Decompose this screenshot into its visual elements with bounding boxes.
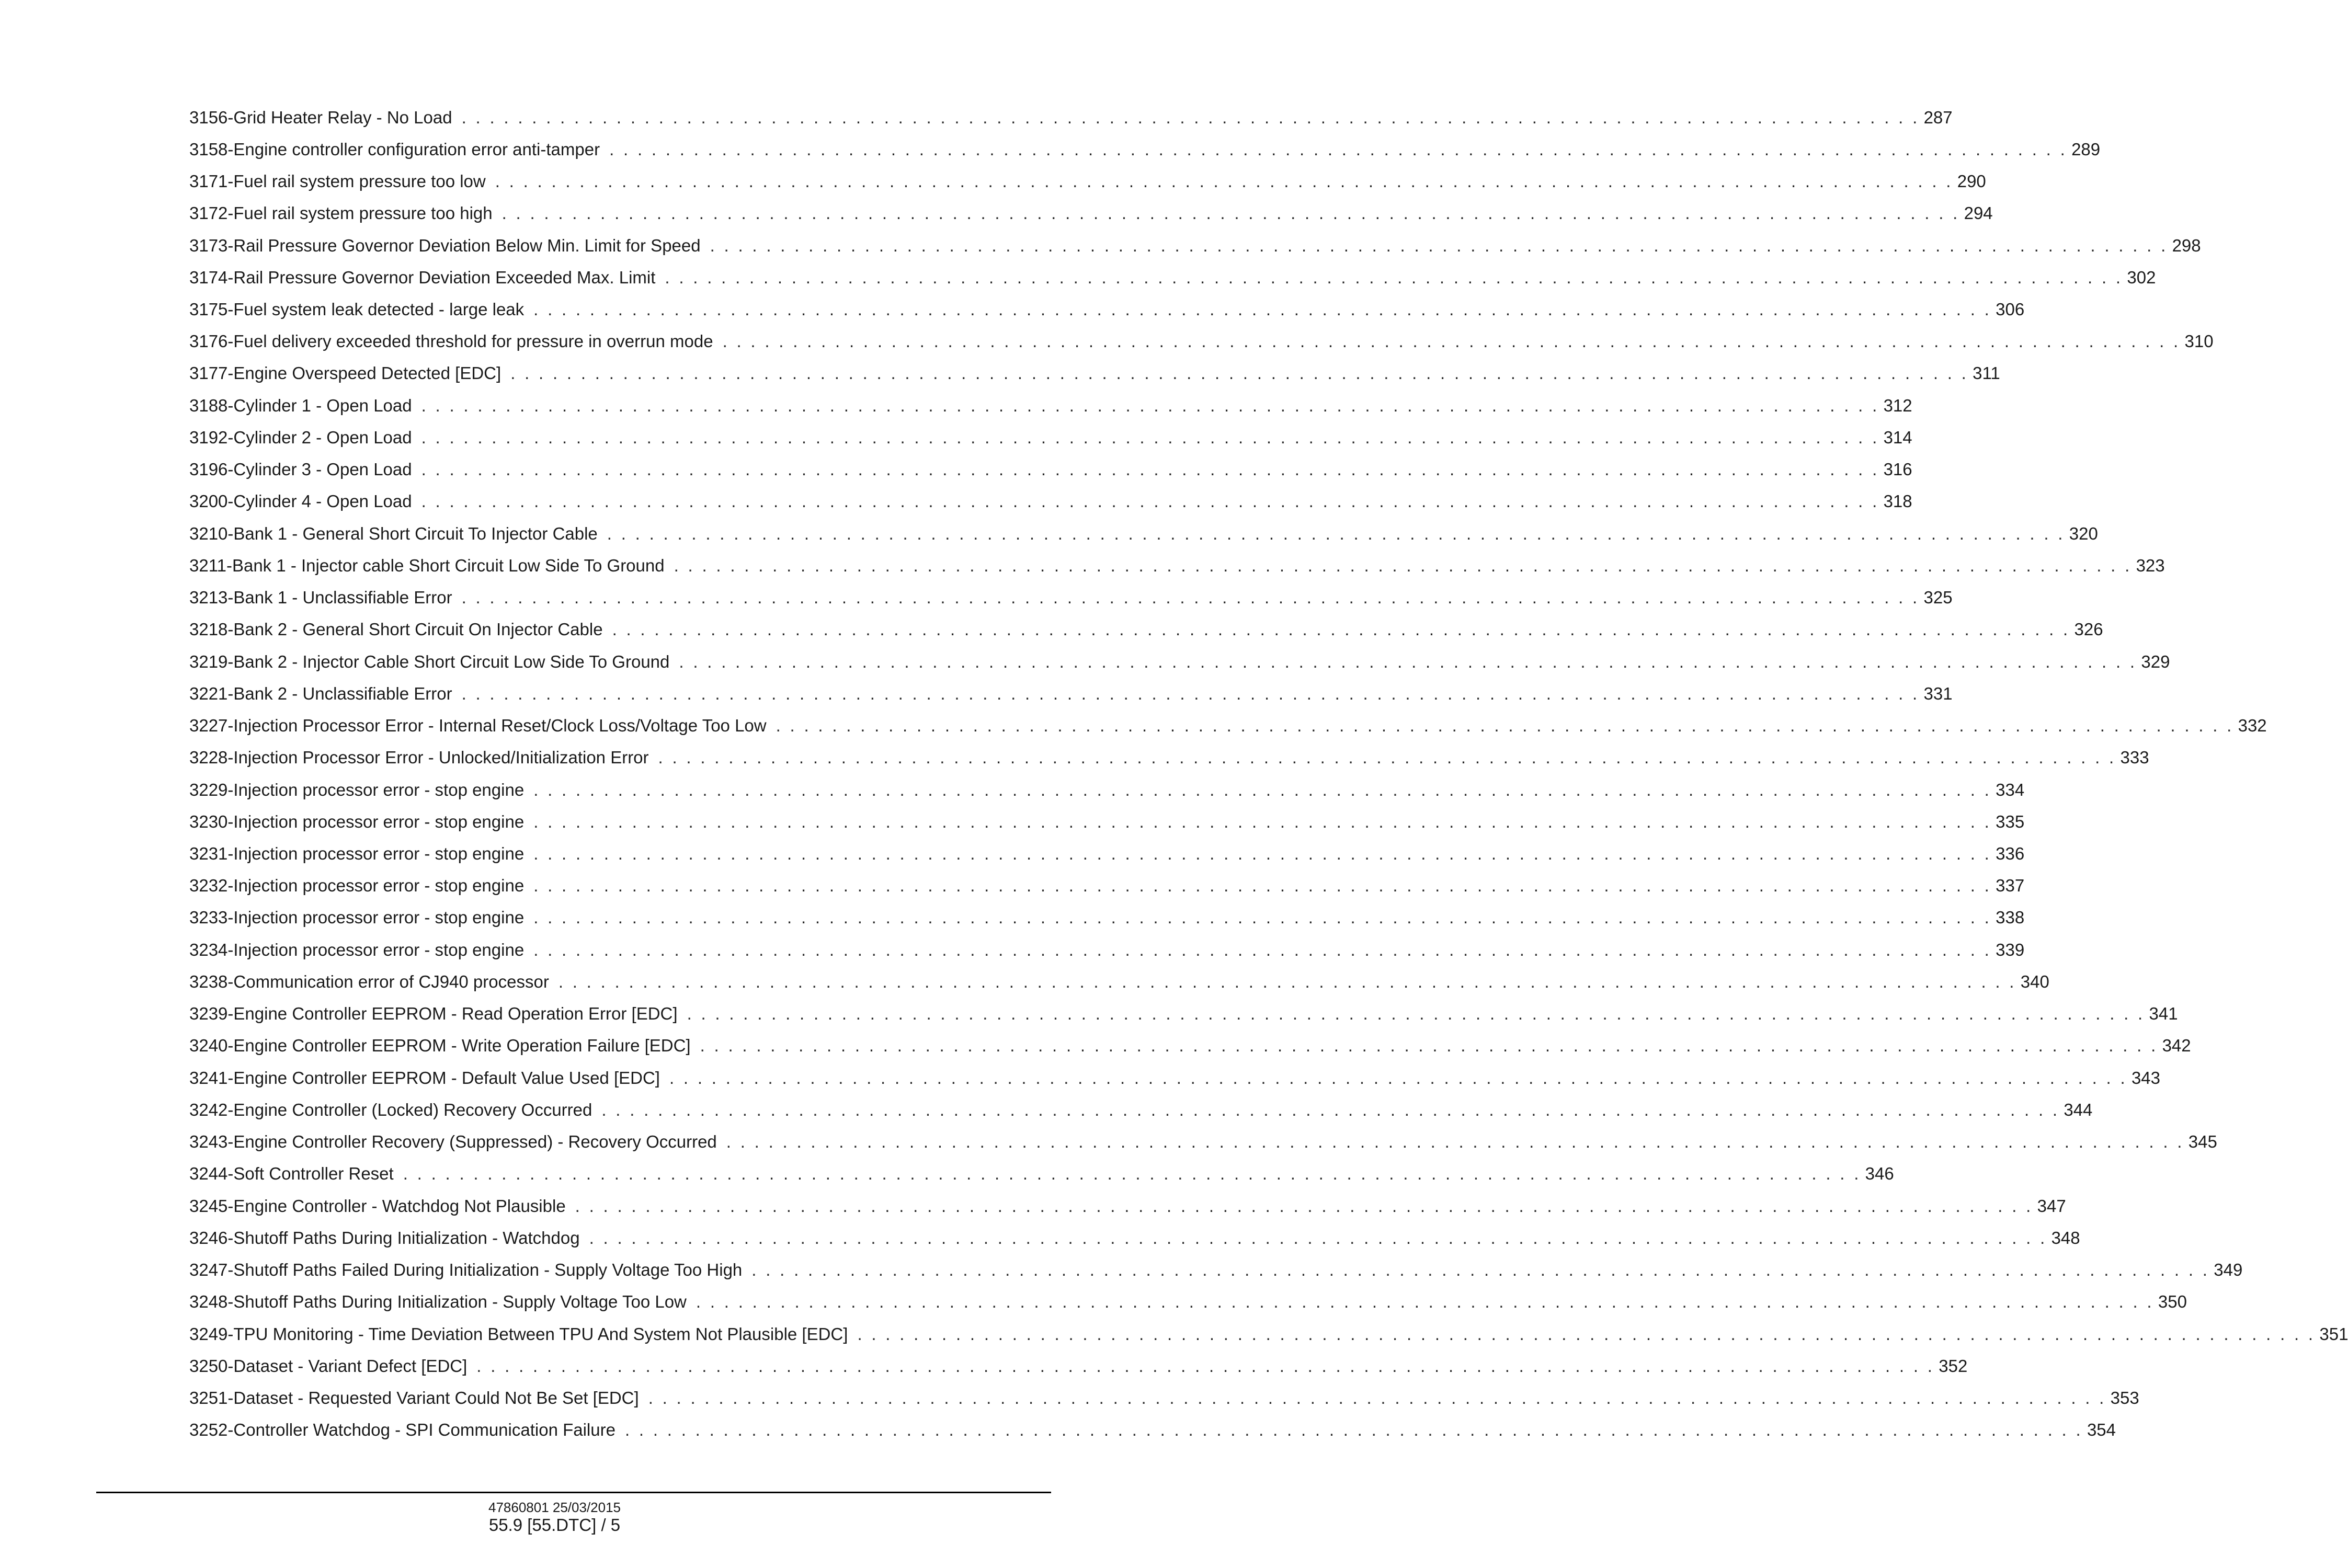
toc-entry-page-number: 350 [2158,1292,2187,1312]
toc-entry-page-number: 312 [1883,395,1912,415]
toc-entry-title: 3172-Fuel rail system pressure too high [189,203,493,223]
toc-entry-leader-dots: . . . . . . . . . . . . . . . . . . . . . . . . . . . . . . . . . . . . . . . . . . . . . . . . . . . . . . . . . . . . . . . . . . . . . . . . . . . . . . . . . . . . . . . . . . . . . . . . . . . . . . . . [700,1036,2158,1056]
toc-entry-title: 3211-Bank 1 - Injector cable Short Circuit Low Side To Ground [189,555,665,575]
toc-entry-leader-dots: . . . . . . . . . . . . . . . . . . . . . . . . . . . . . . . . . . . . . . . . . . . . . . . . . . . . . . . . . . . . . . . . . . . . . . . . . . . . . . . . . . . . . . . . . . . . . . . . . . . . . . . . [575,1196,2033,1216]
toc-entry-page-number: 335 [1996,811,2025,831]
toc-entry-leader-dots: . . . . . . . . . . . . . . . . . . . . . . . . . . . . . . . . . . . . . . . . . . . . . . . . . . . . . . . . . . . . . . . . . . . . . . . . . . . . . . . . . . . . . . . . . . . . . . . . . . . . . . . . [857,1324,2316,1344]
toc-entry-leader-dots: . . . . . . . . . . . . . . . . . . . . . . . . . . . . . . . . . . . . . . . . . . . . . . . . . . . . . . . . . . . . . . . . . . . . . . . . . . . . . . . . . . . . . . . . . . . . . . . . . . . . . . . . [533,780,1992,799]
toc-entry-leader-dots: . . . . . . . . . . . . . . . . . . . . . . . . . . . . . . . . . . . . . . . . . . . . . . . . . . . . . . . . . . . . . . . . . . . . . . . . . . . . . . . . . . . . . . . . . . . . . . . . . . . . . . . . [658,748,2116,768]
toc-entry-leader-dots: . . . . . . . . . . . . . . . . . . . . . . . . . . . . . . . . . . . . . . . . . . . . . . . . . . . . . . . . . . . . . . . . . . . . . . . . . . . . . . . . . . . . . . . . . . . . . . . . . . . . . . . . [609,139,2068,159]
toc-entry-title: 3210-Bank 1 - General Short Circuit To Injector Cable [189,523,598,543]
toc-entry-leader-dots: . . . . . . . . . . . . . . . . . . . . . . . . . . . . . . . . . . . . . . . . . . . . . . . . . . . . . . . . . . . . . . . . . . . . . . . . . . . . . . . . . . . . . . . . . . . . . . . . . . . . . . . . [461,683,1920,703]
toc-entry[interactable] [189,198,1993,230]
toc-entry-leader-dots: . . . . . . . . . . . . . . . . . . . . . . . . . . . . . . . . . . . . . . . . . . . . . . . . . . . . . . . . . . . . . . . . . . . . . . . . . . . . . . . . . . . . . . . . . . . . . . . . . . . . . . . . [722,331,2181,351]
toc-entry-page-number: 354 [2087,1420,2116,1440]
toc-entry-page-number: 289 [2071,139,2101,159]
toc-entry-title: 3244-Soft Controller Reset [189,1164,394,1184]
toc-entry[interactable] [189,518,2098,550]
toc-entry-leader-dots: . . . . . . . . . . . . . . . . . . . . . . . . . . . . . . . . . . . . . . . . . . . . . . . . . . . . . . . . . . . . . . . . . . . . . . . . . . . . . . . . . . . . . . . . . . . . . . . . . . . . . . . . [421,395,1879,415]
toc-entry-title: 3228-Injection Processor Error - Unlocked/Initialization Error [189,748,649,768]
toc-entry-page-number: 342 [2162,1036,2191,1056]
toc-entry-title: 3241-Engine Controller EEPROM - Default Value Used [EDC] [189,1068,660,1088]
toc-entry-leader-dots: . . . . . . . . . . . . . . . . . . . . . . . . . . . . . . . . . . . . . . . . . . . . . . . . . . . . . . . . . . . . . . . . . . . . . . . . . . . . . . . . . . . . . . . . . . . . . . . . . . . . . . . . [403,1164,1861,1184]
toc-entry[interactable] [189,838,2025,869]
toc-entry-title: 3247-Shutoff Paths Failed During Initialization - Supply Voltage Too High [189,1260,743,1280]
toc-entry-title: 3231-Injection processor error - stop engine [189,844,525,863]
toc-entry-leader-dots: . . . . . . . . . . . . . . . . . . . . . . . . . . . . . . . . . . . . . . . . . . . . . . . . . . . . . . . . . . . . . . . . . . . . . . . . . . . . . . . . . . . . . . . . . . . . . . . . . . . . . . . . [476,1356,1935,1376]
toc-entry-title: 3173-Rail Pressure Governor Deviation Below Min. Limit for Speed [189,235,701,255]
toc-entry-title: 3175-Fuel system leak detected - large leak [189,300,525,319]
toc-entry-leader-dots: . . . . . . . . . . . . . . . . . . . . . . . . . . . . . . . . . . . . . . . . . . . . . . . . . . . . . . . . . . . . . . . . . . . . . . . . . . . . . . . . . . . . . . . . . . . . . . . . . . . . . . . . [495,171,1953,191]
footer-document-id: 47860801 25/03/2015 [488,1500,621,1515]
toc-entry-title: 3232-Injection processor error - stop engine [189,876,525,896]
toc-entry-title: 3238-Communication error of CJ940 processor [189,971,549,991]
toc-entry-page-number: 334 [1996,780,2025,799]
toc-entry-leader-dots: . . . . . . . . . . . . . . . . . . . . . . . . . . . . . . . . . . . . . . . . . . . . . . . . . . . . . . . . . . . . . . . . . . . . . . . . . . . . . . . . . . . . . . . . . . . . . . . . . . . . . . . . [612,620,2070,639]
toc-entry-page-number: 329 [2141,651,2170,671]
toc-entry-leader-dots: . . . . . . . . . . . . . . . . . . . . . . . . . . . . . . . . . . . . . . . . . . . . . . . . . . . . . . . . . . . . . . . . . . . . . . . . . . . . . . . . . . . . . . . . . . . . . . . . . . . . . . . . [751,1260,2210,1280]
toc-entry-leader-dots: . . . . . . . . . . . . . . . . . . . . . . . . . . . . . . . . . . . . . . . . . . . . . . . . . . . . . . . . . . . . . . . . . . . . . . . . . . . . . . . . . . . . . . . . . . . . . . . . . . . . . . . . [607,523,2065,543]
toc-entry-title: 3200-Cylinder 4 - Open Load [189,491,412,511]
toc-entry[interactable] [189,1158,1894,1190]
toc-entry[interactable] [189,709,2267,741]
toc-entry-page-number: 338 [1996,908,2025,928]
toc-entry-title: 3248-Shutoff Paths During Initialization - Supply Voltage Too Low [189,1292,687,1312]
toc-entry-title: 3249-TPU Monitoring - Time Deviation Between TPU And System Not Plausible [EDC] [189,1324,848,1344]
toc-entry[interactable] [189,230,2201,261]
toc-entry-page-number: 332 [2238,716,2267,736]
toc-entry[interactable] [189,614,2103,646]
toc-entry[interactable] [189,1222,2080,1254]
toc-entry-title: 3246-Shutoff Paths During Initialization - Watchdog [189,1228,580,1247]
toc-entry-leader-dots: . . . . . . . . . . . . . . . . . . . . . . . . . . . . . . . . . . . . . . . . . . . . . . . . . . . . . . . . . . . . . . . . . . . . . . . . . . . . . . . . . . . . . . . . . . . . . . . . . . . . . . . . [533,811,1992,831]
toc-entry-page-number: 340 [2020,971,2049,991]
toc-entry-leader-dots: . . . . . . . . . . . . . . . . . . . . . . . . . . . . . . . . . . . . . . . . . . . . . . . . . . . . . . . . . . . . . . . . . . . . . . . . . . . . . . . . . . . . . . . . . . . . . . . . . . . . . . . . [601,1100,2060,1119]
toc-entry[interactable] [189,1286,2187,1318]
toc-entry-leader-dots: . . . . . . . . . . . . . . . . . . . . . . . . . . . . . . . . . . . . . . . . . . . . . . . . . . . . . . . . . . . . . . . . . . . . . . . . . . . . . . . . . . . . . . . . . . . . . . . . . . . . . . . . [510,363,1969,383]
toc-entry-leader-dots: . . . . . . . . . . . . . . . . . . . . . . . . . . . . . . . . . . . . . . . . . . . . . . . . . . . . . . . . . . . . . . . . . . . . . . . . . . . . . . . . . . . . . . . . . . . . . . . . . . . . . . . . [421,491,1879,511]
toc-entry-page-number: 337 [1996,876,2025,896]
toc-entry-page-number: 336 [1996,844,2025,863]
toc-entry[interactable] [189,774,2025,806]
toc-entry[interactable] [189,806,2025,838]
toc-entry-title: 3218-Bank 2 - General Short Circuit On Injector Cable [189,620,603,639]
toc-entry[interactable] [189,293,2025,325]
toc-entry-title: 3242-Engine Controller (Locked) Recovery Occurred [189,1100,592,1119]
toc-entry[interactable] [189,966,2049,998]
footer-divider [96,1492,1051,1493]
toc-entry[interactable] [189,261,2156,293]
toc-entry-leader-dots: . . . . . . . . . . . . . . . . . . . . . . . . . . . . . . . . . . . . . . . . . . . . . . . . . . . . . . . . . . . . . . . . . . . . . . . . . . . . . . . . . . . . . . . . . . . . . . . . . . . . . . . . [558,971,2016,991]
toc-entry-title: 3240-Engine Controller EEPROM - Write Operation Failure [EDC] [189,1036,691,1056]
toc-entry[interactable] [189,1030,2191,1062]
toc-entry-leader-dots: . . . . . . . . . . . . . . . . . . . . . . . . . . . . . . . . . . . . . . . . . . . . . . . . . . . . . . . . . . . . . . . . . . . . . . . . . . . . . . . . . . . . . . . . . . . . . . . . . . . . . . . . [533,876,1992,896]
toc-entry-title: 3252-Controller Watchdog - SPI Communication Failure [189,1420,616,1440]
toc-entry-leader-dots: . . . . . . . . . . . . . . . . . . . . . . . . . . . . . . . . . . . . . . . . . . . . . . . . . . . . . . . . . . . . . . . . . . . . . . . . . . . . . . . . . . . . . . . . . . . . . . . . . . . . . . . . [533,844,1992,863]
toc-entry-title: 3227-Injection Processor Error - Internal Reset/Clock Loss/Voltage Too Low [189,716,767,736]
toc-entry-leader-dots: . . . . . . . . . . . . . . . . . . . . . . . . . . . . . . . . . . . . . . . . . . . . . . . . . . . . . . . . . . . . . . . . . . . . . . . . . . . . . . . . . . . . . . . . . . . . . . . . . . . . . . . . [421,460,1879,479]
toc-entry[interactable] [189,742,2149,774]
toc-entry-leader-dots: . . . . . . . . . . . . . . . . . . . . . . . . . . . . . . . . . . . . . . . . . . . . . . . . . . . . . . . . . . . . . . . . . . . . . . . . . . . . . . . . . . . . . . . . . . . . . . . . . . . . . . . . [589,1228,2047,1247]
toc-entry-page-number: 311 [1973,363,2000,383]
toc-entry-leader-dots: . . . . . . . . . . . . . . . . . . . . . . . . . . . . . . . . . . . . . . . . . . . . . . . . . . . . . . . . . . . . . . . . . . . . . . . . . . . . . . . . . . . . . . . . . . . . . . . . . . . . . . . . [710,235,2168,255]
toc-entry-title: 3239-Engine Controller EEPROM - Read Operation Error [EDC] [189,1004,678,1024]
toc-entry-leader-dots: . . . . . . . . . . . . . . . . . . . . . . . . . . . . . . . . . . . . . . . . . . . . . . . . . . . . . . . . . . . . . . . . . . . . . . . . . . . . . . . . . . . . . . . . . . . . . . . . . . . . . . . . [674,555,2132,575]
toc-entry[interactable] [189,454,1912,486]
toc-entry-page-number: 298 [2172,235,2201,255]
toc-entry[interactable] [189,870,2025,902]
toc-entry-page-number: 290 [1957,171,1986,191]
toc-entry[interactable] [189,1318,2348,1350]
toc-entry-title: 3219-Bank 2 - Injector Cable Short Circuit Low Side To Ground [189,651,670,671]
toc-entry-title: 3213-Bank 1 - Unclassifiable Error [189,588,452,608]
toc-entry[interactable] [189,326,2214,358]
toc-entry[interactable] [189,1094,2093,1126]
toc-entry-page-number: 318 [1883,491,1912,511]
toc-entry-page-number: 325 [1923,588,1953,608]
toc-entry-leader-dots: . . . . . . . . . . . . . . . . . . . . . . . . . . . . . . . . . . . . . . . . . . . . . . . . . . . . . . . . . . . . . . . . . . . . . . . . . . . . . . . . . . . . . . . . . . . . . . . . . . . . . . . . [461,107,1920,127]
toc-entry-leader-dots: . . . . . . . . . . . . . . . . . . . . . . . . . . . . . . . . . . . . . . . . . . . . . . . . . . . . . . . . . . . . . . . . . . . . . . . . . . . . . . . . . . . . . . . . . . . . . . . . . . . . . . . . [648,1388,2106,1407]
toc-entry-page-number: 344 [2064,1100,2093,1119]
toc-entry[interactable] [189,358,2000,390]
toc-entry-page-number: 331 [1923,683,1953,703]
toc-entry[interactable] [189,998,2178,1030]
toc-entry-title: 3230-Injection processor error - stop engine [189,811,525,831]
table-of-contents [189,101,2348,1446]
toc-entry-leader-dots: . . . . . . . . . . . . . . . . . . . . . . . . . . . . . . . . . . . . . . . . . . . . . . . . . . . . . . . . . . . . . . . . . . . . . . . . . . . . . . . . . . . . . . . . . . . . . . . . . . . . . . . . [696,1292,2154,1312]
toc-entry-page-number: 302 [2127,267,2156,287]
toc-entry[interactable] [189,550,2165,581]
toc-entry-title: 3156-Grid Heater Relay - No Load [189,107,452,127]
toc-entry-title: 3188-Cylinder 1 - Open Load [189,395,412,415]
toc-entry-leader-dots: . . . . . . . . . . . . . . . . . . . . . . . . . . . . . . . . . . . . . . . . . . . . . . . . . . . . . . . . . . . . . . . . . . . . . . . . . . . . . . . . . . . . . . . . . . . . . . . . . . . . . . . . [776,716,2234,736]
toc-entry[interactable] [189,133,2101,165]
toc-entry[interactable] [189,678,1953,709]
toc-entry[interactable] [189,902,2025,934]
toc-entry-page-number: 310 [2184,331,2214,351]
toc-entry[interactable] [189,646,2170,678]
toc-entry-leader-dots: . . . . . . . . . . . . . . . . . . . . . . . . . . . . . . . . . . . . . . . . . . . . . . . . . . . . . . . . . . . . . . . . . . . . . . . . . . . . . . . . . . . . . . . . . . . . . . . . . . . . . . . . [624,1420,2083,1440]
toc-entry-title: 3158-Engine controller configuration error anti-tamper [189,139,600,159]
toc-entry-page-number: 353 [2110,1388,2139,1407]
toc-entry[interactable] [189,1350,1968,1382]
toc-entry-leader-dots: . . . . . . . . . . . . . . . . . . . . . . . . . . . . . . . . . . . . . . . . . . . . . . . . . . . . . . . . . . . . . . . . . . . . . . . . . . . . . . . . . . . . . . . . . . . . . . . . . . . . . . . . [726,1132,2184,1152]
toc-entry-leader-dots: . . . . . . . . . . . . . . . . . . . . . . . . . . . . . . . . . . . . . . . . . . . . . . . . . . . . . . . . . . . . . . . . . . . . . . . . . . . . . . . . . . . . . . . . . . . . . . . . . . . . . . . . [669,1068,2127,1088]
toc-entry[interactable] [189,101,1953,133]
toc-entry-title: 3196-Cylinder 3 - Open Load [189,460,412,479]
toc-entry-page-number: 349 [2214,1260,2243,1280]
toc-entry-title: 3234-Injection processor error - stop engine [189,940,525,959]
toc-entry[interactable] [189,934,2025,966]
toc-entry-title: 3221-Bank 2 - Unclassifiable Error [189,683,452,703]
toc-entry-title: 3192-Cylinder 2 - Open Load [189,427,412,447]
toc-entry[interactable] [189,165,1986,197]
toc-entry-page-number: 314 [1883,427,1912,447]
toc-entry[interactable] [189,582,1953,614]
toc-entry-leader-dots: . . . . . . . . . . . . . . . . . . . . . . . . . . . . . . . . . . . . . . . . . . . . . . . . . . . . . . . . . . . . . . . . . . . . . . . . . . . . . . . . . . . . . . . . . . . . . . . . . . . . . . . . [533,908,1992,928]
toc-entry-page-number: 287 [1923,107,1953,127]
toc-entry-title: 3245-Engine Controller - Watchdog Not Plausible [189,1196,566,1216]
toc-entry-page-number: 323 [2136,555,2165,575]
toc-entry-page-number: 306 [1996,300,2025,319]
toc-entry-page-number: 343 [2131,1068,2160,1088]
toc-entry-title: 3250-Dataset - Variant Defect [EDC] [189,1356,468,1376]
toc-entry-page-number: 348 [2051,1228,2080,1247]
toc-entry-title: 3233-Injection processor error - stop engine [189,908,525,928]
toc-entry-leader-dots: . . . . . . . . . . . . . . . . . . . . . . . . . . . . . . . . . . . . . . . . . . . . . . . . . . . . . . . . . . . . . . . . . . . . . . . . . . . . . . . . . . . . . . . . . . . . . . . . . . . . . . . . [421,427,1879,447]
toc-entry-leader-dots: . . . . . . . . . . . . . . . . . . . . . . . . . . . . . . . . . . . . . . . . . . . . . . . . . . . . . . . . . . . . . . . . . . . . . . . . . . . . . . . . . . . . . . . . . . . . . . . . . . . . . . . . [533,940,1992,959]
toc-entry-page-number: 345 [2188,1132,2217,1152]
toc-entry[interactable] [189,390,1912,421]
toc-entry-title: 3176-Fuel delivery exceeded threshold for pressure in overrun mode [189,331,713,351]
toc-entry-title: 3174-Rail Pressure Governor Deviation Exceeded Max. Limit [189,267,656,287]
toc-entry-page-number: 320 [2069,523,2098,543]
toc-entry-leader-dots: . . . . . . . . . . . . . . . . . . . . . . . . . . . . . . . . . . . . . . . . . . . . . . . . . . . . . . . . . . . . . . . . . . . . . . . . . . . . . . . . . . . . . . . . . . . . . . . . . . . . . . . . [665,267,2123,287]
toc-entry[interactable] [189,1382,2139,1414]
toc-entry-leader-dots: . . . . . . . . . . . . . . . . . . . . . . . . . . . . . . . . . . . . . . . . . . . . . . . . . . . . . . . . . . . . . . . . . . . . . . . . . . . . . . . . . . . . . . . . . . . . . . . . . . . . . . . . [687,1004,2145,1024]
toc-entry[interactable] [189,1126,2217,1158]
toc-entry[interactable] [189,1254,2243,1286]
toc-entry[interactable] [189,1414,2116,1446]
toc-entry-leader-dots: . . . . . . . . . . . . . . . . . . . . . . . . . . . . . . . . . . . . . . . . . . . . . . . . . . . . . . . . . . . . . . . . . . . . . . . . . . . . . . . . . . . . . . . . . . . . . . . . . . . . . . . . [533,300,1992,319]
toc-entry-title: 3243-Engine Controller Recovery (Suppressed) - Recovery Occurred [189,1132,717,1152]
footer-page-reference: 55.9 [55.DTC] / 5 [488,1515,621,1535]
toc-entry[interactable] [189,421,1912,453]
toc-entry-page-number: 352 [1939,1356,1968,1376]
toc-entry-title: 3177-Engine Overspeed Detected [EDC] [189,363,501,383]
toc-entry-page-number: 316 [1883,460,1912,479]
toc-entry[interactable] [189,486,1912,518]
toc-entry-page-number: 333 [2120,748,2149,768]
toc-entry-page-number: 326 [2074,620,2103,639]
toc-entry-leader-dots: . . . . . . . . . . . . . . . . . . . . . . . . . . . . . . . . . . . . . . . . . . . . . . . . . . . . . . . . . . . . . . . . . . . . . . . . . . . . . . . . . . . . . . . . . . . . . . . . . . . . . . . . [679,651,2137,671]
toc-entry-page-number: 341 [2149,1004,2178,1024]
toc-entry-page-number: 347 [2037,1196,2066,1216]
toc-entry-page-number: 351 [2319,1324,2348,1344]
toc-entry-title: 3251-Dataset - Requested Variant Could Not Be Set [EDC] [189,1388,639,1407]
toc-entry-page-number: 294 [1964,203,1993,223]
toc-entry-leader-dots: . . . . . . . . . . . . . . . . . . . . . . . . . . . . . . . . . . . . . . . . . . . . . . . . . . . . . . . . . . . . . . . . . . . . . . . . . . . . . . . . . . . . . . . . . . . . . . . . . . . . . . . . [461,588,1920,608]
toc-entry-page-number: 346 [1865,1164,1894,1184]
toc-entry-title: 3229-Injection processor error - stop engine [189,780,525,799]
toc-entry-page-number: 339 [1996,940,2025,959]
toc-entry[interactable] [189,1190,2066,1222]
toc-entry-leader-dots: . . . . . . . . . . . . . . . . . . . . . . . . . . . . . . . . . . . . . . . . . . . . . . . . . . . . . . . . . . . . . . . . . . . . . . . . . . . . . . . . . . . . . . . . . . . . . . . . . . . . . . . . [501,203,1960,223]
toc-entry-title: 3171-Fuel rail system pressure too low [189,171,486,191]
toc-entry[interactable] [189,1062,2160,1094]
